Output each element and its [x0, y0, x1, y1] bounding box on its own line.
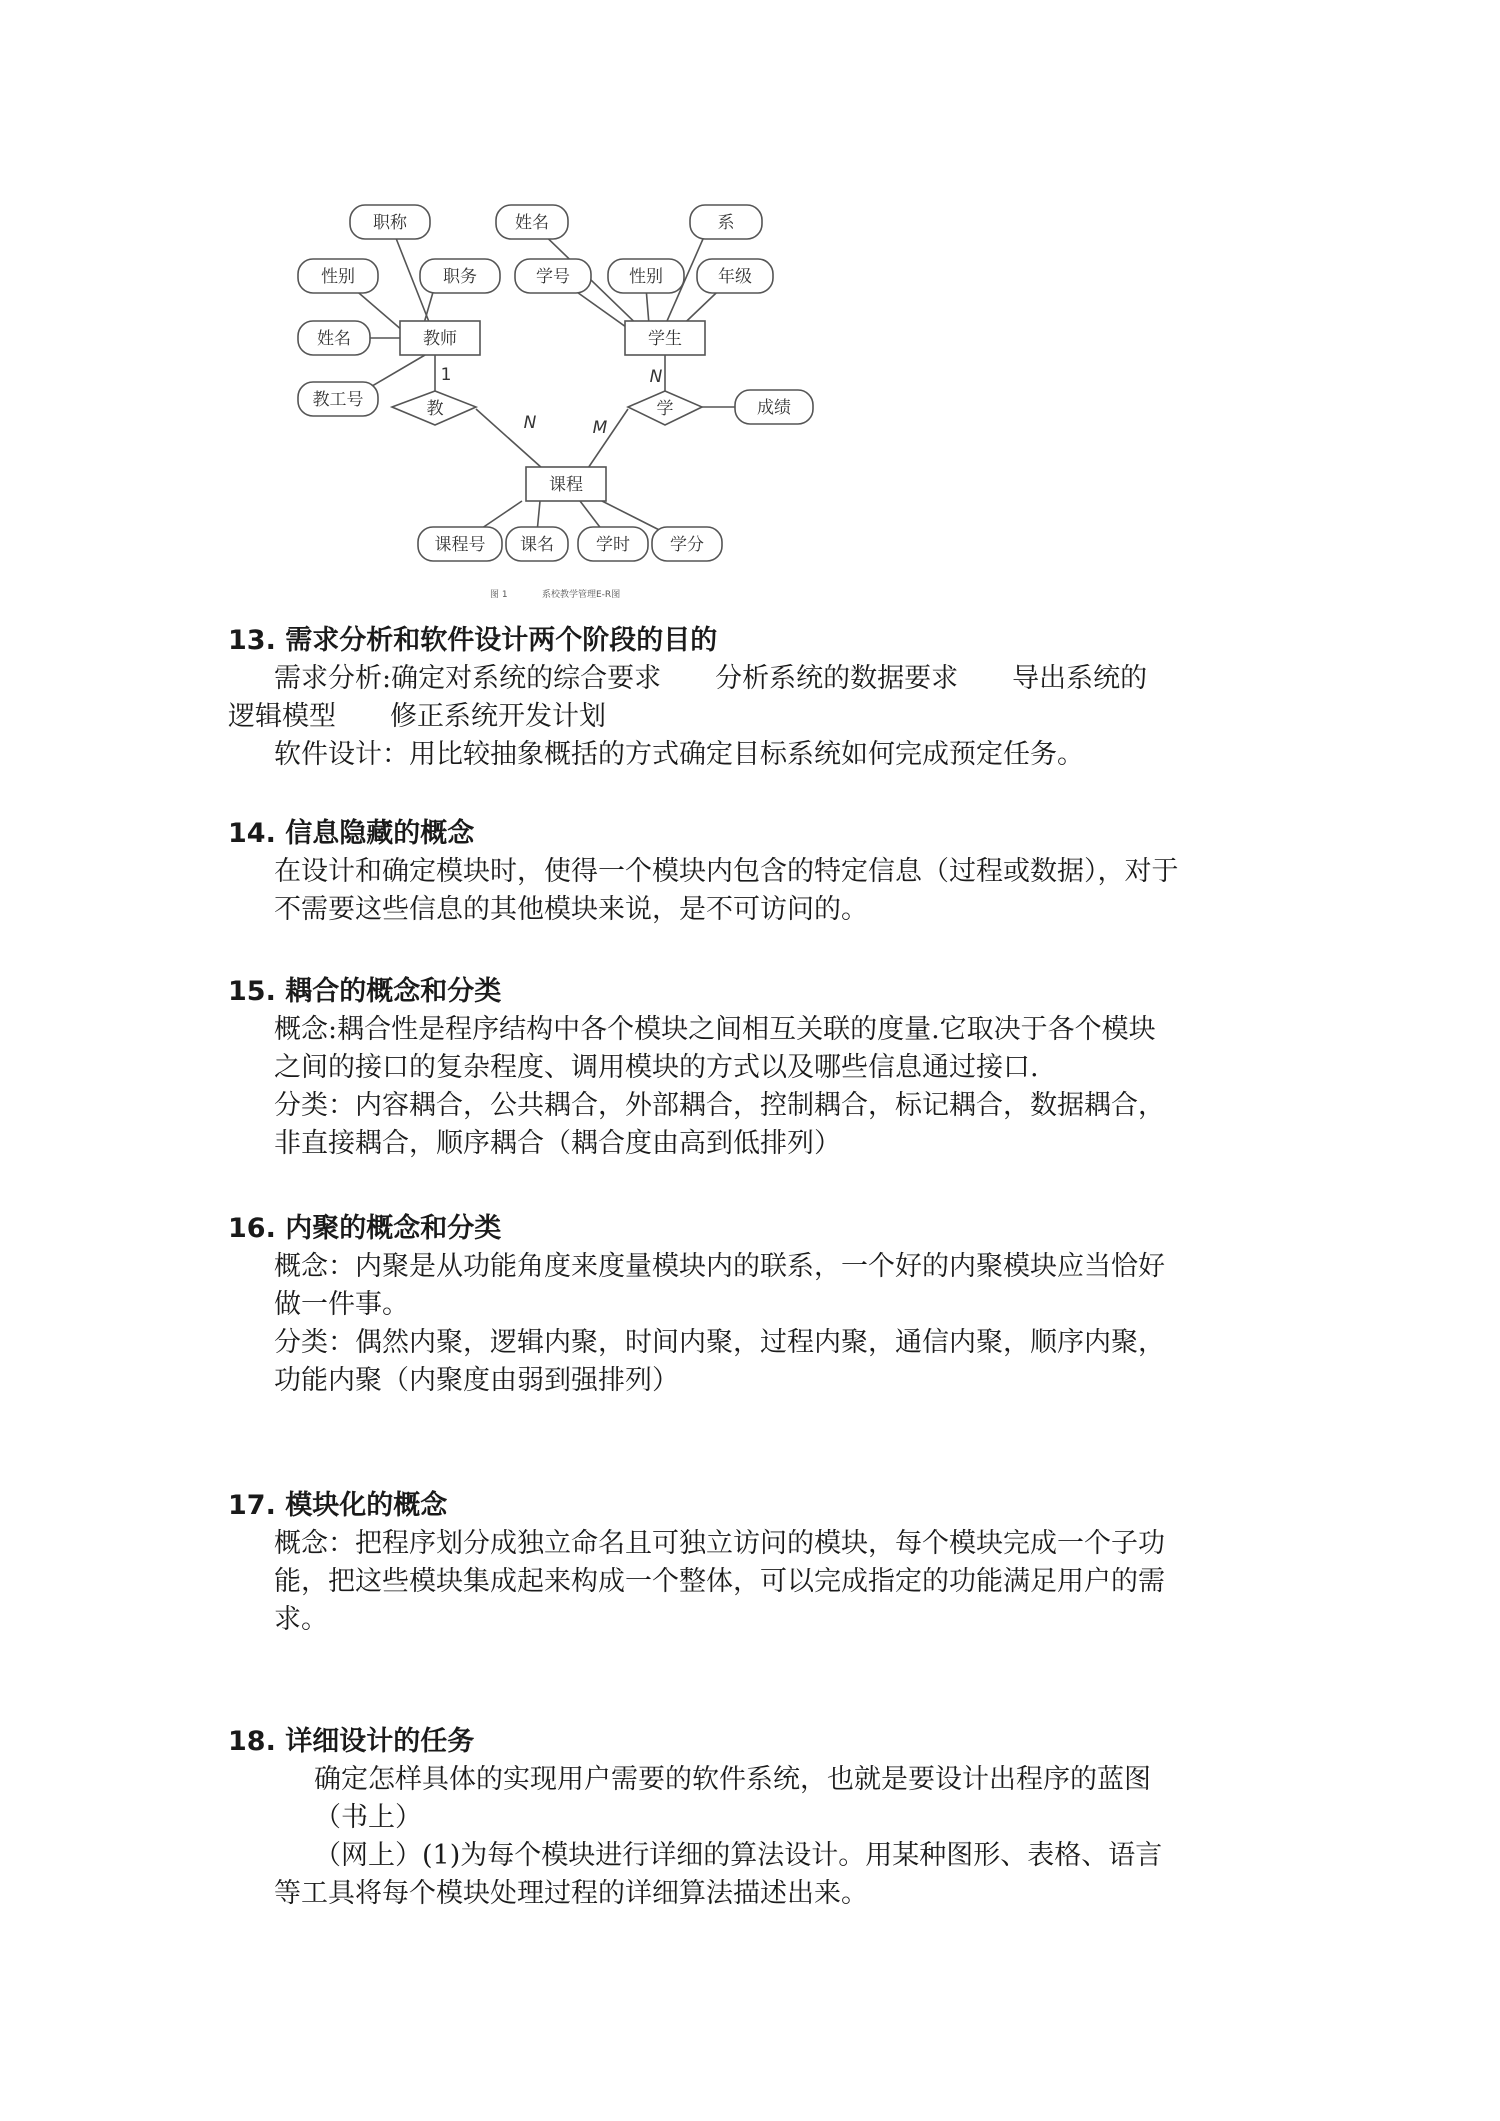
section-14 [228, 815, 1288, 929]
label-score: 成绩 [757, 398, 791, 418]
section-line: 做一件事。 [274, 1289, 409, 1320]
label-grade: 年级 [718, 267, 752, 287]
figure-caption-number: 图 1 [490, 590, 508, 600]
section-18 [228, 1723, 1288, 1913]
er-diagram [290, 195, 850, 615]
label-position: 职务 [443, 267, 477, 287]
label-course: 课程 [549, 475, 583, 495]
section-line: 非直接耦合，顺序耦合（耦合度由高到低排列） [274, 1128, 841, 1159]
section-line: 分类：内容耦合，公共耦合，外部耦合，控制耦合，标记耦合，数据耦合， [274, 1090, 1165, 1121]
cardinality-1: 1 [440, 365, 452, 385]
label-learn: 学 [656, 399, 674, 419]
section-heading: 13. 需求分析和软件设计两个阶段的目的 [228, 625, 718, 656]
section-heading: 14. 信息隐藏的概念 [228, 818, 475, 849]
section-16 [228, 1210, 1288, 1400]
cardinality-m-course: M [592, 418, 608, 438]
label-teacher-name: 姓名 [317, 329, 351, 349]
section-line: 等工具将每个模块处理过程的详细算法描述出来。 [274, 1878, 868, 1909]
cardinality-n-course: N [523, 413, 537, 433]
label-hours: 学时 [596, 535, 630, 555]
figure-caption-text: 系校教学管理E-R图 [542, 590, 621, 600]
section-13 [228, 622, 1288, 774]
section-line: 能，把这些模块集成起来构成一个整体，可以完成指定的功能满足用户的需 [274, 1566, 1165, 1597]
label-teach: 教 [426, 399, 444, 419]
section-line: 分类：偶然内聚，逻辑内聚，时间内聚，过程内聚，通信内聚，顺序内聚， [274, 1327, 1165, 1358]
section-line: 求。 [274, 1604, 328, 1635]
label-dept: 系 [717, 213, 735, 233]
section-line: 需求分析:确定对系统的综合要求 分析系统的数据要求 导出系统的 [274, 663, 1148, 694]
section-17 [228, 1487, 1288, 1639]
section-heading: 15. 耦合的概念和分类 [228, 976, 502, 1007]
section-heading: 18. 详细设计的任务 [228, 1726, 475, 1757]
section-line: 概念:耦合性是程序结构中各个模块之间相互关联的度量.它取决于各个模块 [274, 1014, 1156, 1045]
label-teacher-id: 教工号 [312, 390, 364, 410]
section-15 [228, 973, 1288, 1163]
section-heading: 17. 模块化的概念 [228, 1490, 448, 1521]
section-line: 确定怎样具体的实现用户需要的软件系统，也就是要设计出程序的蓝图 [314, 1764, 1151, 1795]
label-title: 职称 [373, 213, 407, 233]
label-student: 学生 [648, 329, 682, 349]
label-student-gender: 性别 [629, 267, 663, 287]
label-teacher-gender: 性别 [321, 267, 355, 287]
er-diagram-figure [290, 195, 850, 615]
label-student-id: 学号 [536, 267, 570, 287]
section-heading: 16. 内聚的概念和分类 [228, 1213, 502, 1244]
section-line: 逻辑模型 修正系统开发计划 [228, 701, 606, 732]
section-line: 功能内聚（内聚度由弱到强排列） [274, 1365, 679, 1396]
section-line: 不需要这些信息的其他模块来说，是不可访问的。 [274, 894, 868, 925]
section-line: 软件设计：用比较抽象概括的方式确定目标系统如何完成预定任务。 [274, 739, 1084, 770]
label-teacher: 教师 [423, 329, 457, 349]
label-course-name: 课名 [520, 535, 554, 555]
section-line: 之间的接口的复杂程度、调用模块的方式以及哪些信息通过接口. [274, 1052, 1039, 1083]
section-line: 概念：内聚是从功能角度来度量模块内的联系，一个好的内聚模块应当恰好 [274, 1251, 1165, 1282]
section-line: 概念：把程序划分成独立命名且可独立访问的模块，每个模块完成一个子功 [274, 1528, 1165, 1559]
cardinality-n-student: N [649, 367, 663, 387]
section-line: （书上） [314, 1802, 422, 1833]
label-credits: 学分 [670, 535, 704, 555]
label-course-id: 课程号 [434, 535, 486, 555]
section-line: （网上）(1)为每个模块进行详细的算法设计。用某种图形、表格、语言 [314, 1840, 1163, 1871]
label-student-name: 姓名 [515, 213, 549, 233]
section-line: 在设计和确定模块时，使得一个模块内包含的特定信息（过程或数据），对于 [274, 856, 1179, 887]
